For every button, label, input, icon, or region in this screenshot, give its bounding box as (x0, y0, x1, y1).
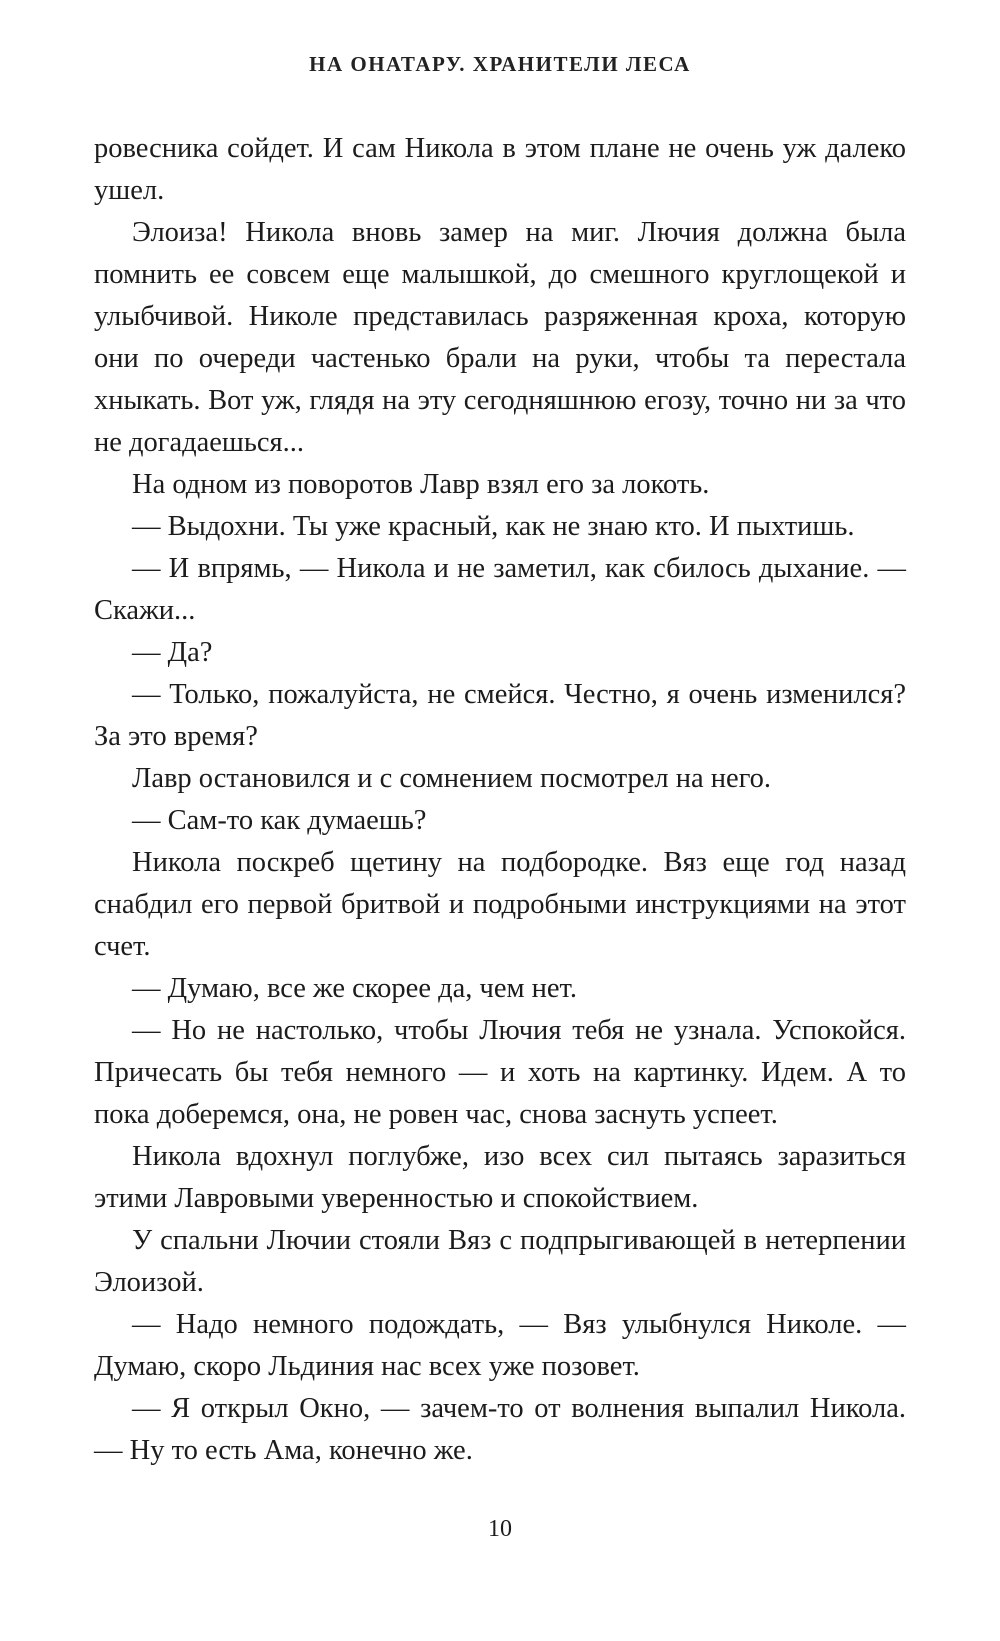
paragraph: Элоиза! Никола вновь замер на миг. Лючия должна была помнить ее совсем еще малышкой, до смешного круглощекой и улыбчивой. Николе представилась разряженная кроха, которую они по очереди частенько брали на руки, чтобы та перестала хныкать. Вот уж, глядя на эту сегодняшнюю егозу, точно ни за что не догадаешься... (94, 217, 906, 458)
page-number: 10 (488, 1516, 512, 1542)
paragraph: — Думаю, все же скорее да, чем нет. (132, 973, 577, 1004)
paragraph: Лавр остановился и с сомнением посмотрел на него. (132, 763, 772, 794)
paragraph: — Выдохни. Ты уже красный, как не знаю кто. И пыхтишь. (132, 511, 855, 542)
paragraph: — Сам-то как думаешь? (132, 805, 427, 836)
paragraph: Никола поскреб щетину на подбородке. Вяз еще год назад снабдил его первой бритвой и подробными инструкциями на этот счет. (94, 847, 906, 962)
paragraph: — Я открыл Окно, — зачем-то от волнения выпалил Никола. — Ну то есть Ама, конечно же. (94, 1393, 906, 1466)
paragraph: — Надо немного подождать, — Вяз улыбнулся Николе. — Думаю, скоро Льдиния нас всех уже позовет. (94, 1309, 906, 1382)
paragraph: — Да? (132, 637, 213, 668)
paragraph: — Но не настолько, чтобы Лючия тебя не узнала. Успокойся. Причесать бы тебя немного — и хоть на картинку. Идем. А то пока доберемся, она, не ровен час, снова заснуть успеет. (94, 1015, 906, 1130)
paragraph: — И впрямь, — Никола и не заметил, как сбилось дыхание. — Скажи... (94, 553, 906, 626)
running-header: НА ОНАТАРУ. ХРАНИТЕЛИ ЛЕСА (309, 52, 691, 76)
paragraph: На одном из поворотов Лавр взял его за локоть. (132, 469, 710, 500)
paragraph: ровесника сойдет. И сам Никола в этом плане не очень уж далеко ушел. (94, 133, 906, 206)
paragraph: Никола вдохнул поглубже, изо всех сил пытаясь заразиться этими Лавровыми уверенностью и спокойствием. (94, 1141, 906, 1214)
paragraph: У спальни Лючии стояли Вяз с подпрыгивающей в нетерпении Элоизой. (94, 1225, 906, 1298)
text-block (94, 128, 906, 1472)
paragraph: — Только, пожалуйста, не смейся. Честно, я очень изменился? За это время? (94, 679, 906, 752)
